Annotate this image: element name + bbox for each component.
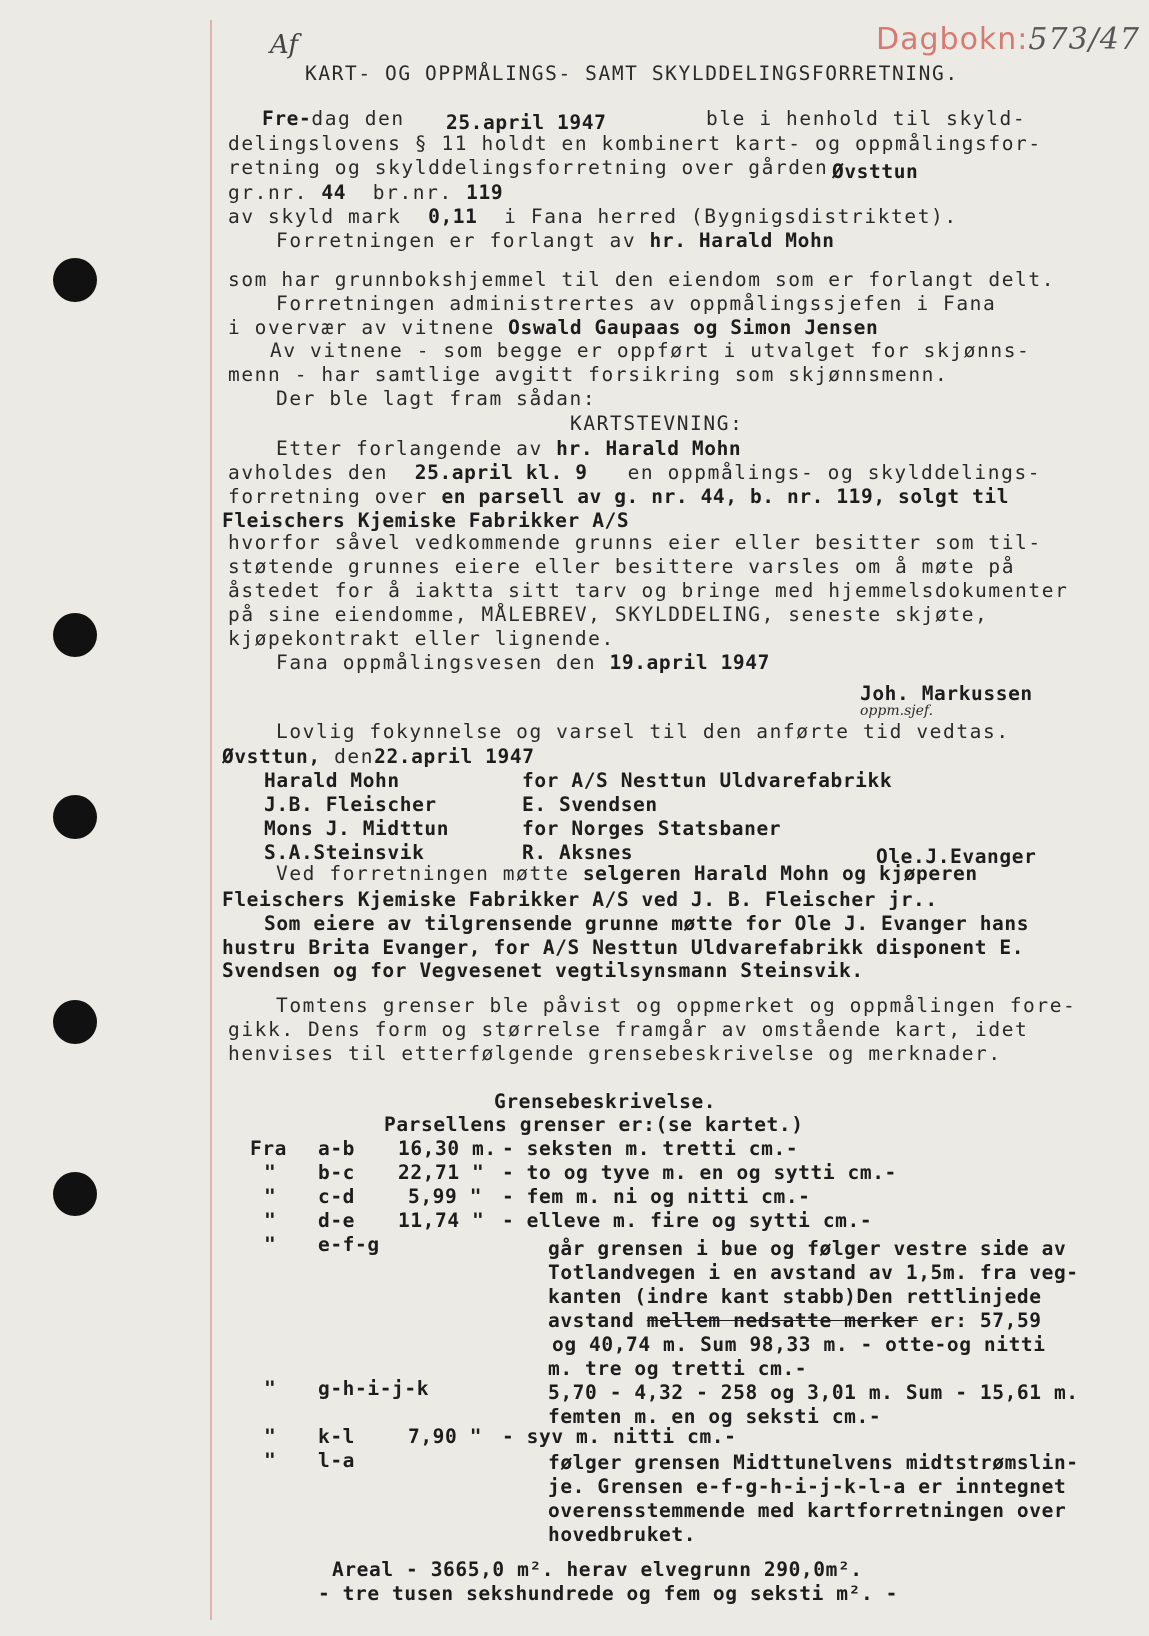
text-line: Svendsen og for Vegvesenet vegtilsynsmann Steinsvik. xyxy=(222,959,864,982)
signature-right: for A/S Nesttun Uldvarefabrikk xyxy=(522,769,893,792)
segment-id: d-e xyxy=(318,1209,356,1232)
segment-length: 22,71 " xyxy=(398,1161,485,1184)
gr-nr-value: 44 xyxy=(321,181,347,204)
requester-name: hr. Harald Mohn xyxy=(649,229,835,252)
signature-extra: Ole.J.Evanger xyxy=(876,845,1037,868)
area-in-words: - tre tusen sekshundrede og fem og seksti m². - xyxy=(318,1582,898,1605)
meeting-date: 25.april 1947 xyxy=(446,111,607,134)
text-line: menn - har samtlige avgitt forsikring som skjønnsmenn. xyxy=(228,363,949,386)
text-line: gikk. Dens form og størrelse framgår av omstående kart, idet xyxy=(228,1018,1029,1041)
text-fragment: en oppmålings- og skylddelings- xyxy=(627,461,1042,484)
punch-hole xyxy=(53,258,97,302)
text-fragment: Forretningen er forlangt av xyxy=(276,229,637,252)
segment-length: 7,90 " xyxy=(408,1425,483,1448)
witness-names: Oswald Gaupaas og Simon Jensen xyxy=(508,316,879,339)
segment-lead: " xyxy=(264,1233,277,1256)
journal-number: 573/47 xyxy=(1028,22,1140,57)
punch-hole xyxy=(53,1172,97,1216)
notice-date: 22.april 1947 xyxy=(374,745,535,768)
summons-date: 19.april 1947 xyxy=(609,651,770,674)
struck-text: mellem nedsatte merker xyxy=(646,1309,919,1332)
stamp-prefix: Dagbokn: xyxy=(876,22,1029,57)
summons-heading: KARTSTEVNING: xyxy=(570,412,744,435)
signature-right: for Norges Statsbaner xyxy=(522,817,782,840)
journal-stamp xyxy=(876,22,1140,57)
text-line xyxy=(276,437,741,461)
text-line xyxy=(228,316,878,340)
text-line: støtende grunnes eiere eller besittere varsles om å møte på xyxy=(228,555,1016,578)
text-fragment: er: 57,59 xyxy=(930,1309,1042,1332)
text-line: Lovlig fokynnelse og varsel til den anførte tid vedtas. xyxy=(276,720,1010,743)
skyld-value: 0,11 xyxy=(428,205,478,228)
segment-id: c-d xyxy=(318,1185,356,1208)
text-line: retning og skylddelingsforretning over gården xyxy=(228,156,829,179)
signature-left: Mons J. Midttun xyxy=(264,817,450,840)
text-line xyxy=(222,745,535,769)
text-fragment: Ved forretningen møtte xyxy=(276,862,570,885)
text-fragment: i Fana herred (Bygnigsdistriktet). xyxy=(504,205,958,228)
text-line xyxy=(228,181,503,205)
text-line: Forretningen administrertes av oppmålingssjefen i Fana xyxy=(276,292,997,315)
segment-text xyxy=(548,1309,1042,1333)
text-line: Av vitnene - som begge er oppført i utvalget for skjønns- xyxy=(270,339,1031,362)
signature-right: R. Aksnes xyxy=(522,841,634,864)
segment-id: k-l xyxy=(318,1425,356,1448)
document-title: KART- OG OPPMÅLINGS- SAMT SKYLDDELINGSFORRETNING. xyxy=(305,62,959,85)
text-fragment: i overvær av vitnene xyxy=(228,316,495,339)
text-line: ble i henhold til skyld- xyxy=(706,107,1027,130)
segment-id: a-b xyxy=(318,1137,356,1160)
text-line xyxy=(262,107,405,131)
segment-text: Totlandvegen i en avstand av 1,5m. fra veg- xyxy=(548,1261,1079,1284)
text-line: åstedet for å iaktta sitt tarv og bringe med hjemmelsdokumenter xyxy=(228,579,1069,602)
buyer-name: Fleischers Kjemiske Fabrikker A/S xyxy=(222,509,630,532)
text-line: Fleischers Kjemiske Fabrikker A/S ved J. B. Fleischer jr.. xyxy=(222,888,938,911)
area-total: Areal - 3665,0 m². herav elvegrunn 290,0m². xyxy=(332,1558,863,1581)
segment-id: e-f-g xyxy=(318,1233,380,1256)
text-line xyxy=(276,229,835,253)
text-line: kjøpekontrakt eller lignende. xyxy=(228,627,615,650)
text-line xyxy=(276,651,770,675)
segment-text: je. Grensen e-f-g-h-i-j-k-l-a er inntegnet xyxy=(548,1475,1067,1498)
text-fragment: av skyld mark xyxy=(228,205,402,228)
segment-length: 16,30 m. xyxy=(398,1137,497,1160)
segment-lead: " xyxy=(264,1425,277,1448)
parcel-description: en parsell av g. nr. 44, b. nr. 119, solgt til xyxy=(441,485,1010,508)
text-line: hvorfor såvel vedkommende grunns eier eller besitter som til- xyxy=(228,531,1042,554)
segment-id: b-c xyxy=(318,1161,356,1184)
segment-text: - syv m. nitti cm.- xyxy=(502,1425,737,1448)
segment-id: g-h-i-j-k xyxy=(318,1377,430,1400)
text-line xyxy=(276,862,978,886)
segment-text: - elleve m. fire og sytti cm.- xyxy=(502,1209,873,1232)
punch-hole xyxy=(53,795,97,839)
text-fragment: forretning over xyxy=(228,485,429,508)
initials: Af xyxy=(270,30,298,60)
weekday-prefix: Fre- xyxy=(262,107,312,130)
punch-hole xyxy=(53,613,97,657)
segment-text: - to og tyve m. en og sytti cm.- xyxy=(502,1161,897,1184)
signer-title: oppm.sjef. xyxy=(860,703,934,719)
place-name: Øvsttun, xyxy=(222,745,321,768)
br-nr-value: 119 xyxy=(466,181,504,204)
text-line: hustru Brita Evanger, for A/S Nesttun Uldvarefabrikk disponent E. xyxy=(222,936,1025,959)
segment-text: - seksten m. tretti cm.- xyxy=(502,1137,799,1160)
punch-hole xyxy=(53,1000,97,1044)
signature-left: Harald Mohn xyxy=(264,769,400,792)
signature-right: E. Svendsen xyxy=(522,793,658,816)
text-line xyxy=(228,461,1041,485)
text-fragment: avholdes den xyxy=(228,461,389,484)
segment-text: følger grensen Midttunelvens midtstrømslin- xyxy=(548,1451,1079,1474)
text-fragment: Fana oppmålingsvesen den xyxy=(276,651,597,674)
margin-line xyxy=(210,20,212,1620)
text-fragment: br.nr. xyxy=(372,181,453,204)
signature-left: J.B. Fleischer xyxy=(264,793,437,816)
segment-length: 11,74 " xyxy=(398,1209,485,1232)
farm-name: Øvsttun xyxy=(832,160,919,183)
text-line: Som eiere av tilgrensende grunne møtte for Ole J. Evanger hans xyxy=(264,912,1030,935)
segment-text: går grensen i bue og følger vestre side av xyxy=(548,1237,1067,1260)
parties-present: selgeren Harald Mohn og kjøperen xyxy=(582,862,978,885)
segment-lead: " xyxy=(264,1449,277,1472)
text-fragment: Etter forlangende av xyxy=(276,437,543,460)
description-heading: Grensebeskrivelse. xyxy=(494,1090,717,1113)
segment-text: kanten (indre kant stabb)Den rettlinjede xyxy=(548,1285,1042,1308)
segment-lead: " xyxy=(264,1185,277,1208)
text-fragment: dag den xyxy=(311,107,405,130)
segment-text: 5,70 - 4,32 - 258 og 3,01 m. Sum - 15,61 m. xyxy=(548,1381,1079,1404)
segment-text: femten m. en og seksti cm.- xyxy=(548,1405,882,1428)
text-line xyxy=(228,485,1009,509)
segment-text: m. tre og tretti cm.- xyxy=(548,1357,808,1380)
requester-name: hr. Harald Mohn xyxy=(556,437,742,460)
segment-text: og 40,74 m. Sum 98,33 m. - otte-og nitti xyxy=(552,1333,1046,1356)
text-line: delingslovens § 11 holdt en kombinert kart- og oppmålingsfor- xyxy=(228,132,1042,155)
segment-lead: " xyxy=(264,1209,277,1232)
segment-lead: " xyxy=(264,1161,277,1184)
signer-name: Joh. Markussen xyxy=(860,682,1033,705)
text-fragment: den xyxy=(334,745,375,768)
text-line: som har grunnbokshjemmel til den eiendom som er forlangt delt. xyxy=(228,268,1056,291)
text-line xyxy=(228,205,958,229)
signature-left: S.A.Steinsvik xyxy=(264,841,425,864)
segment-text: hovedbruket. xyxy=(548,1523,697,1546)
description-subheading: Parsellens grenser er:(se kartet.) xyxy=(384,1113,804,1136)
segment-text: overensstemmende med kartforretningen over xyxy=(548,1499,1067,1522)
segment-lead: " xyxy=(264,1377,277,1400)
text-line: Tomtens grenser ble påvist og oppmerket og oppmålingen fore- xyxy=(276,994,1077,1017)
segment-length: 5,99 " xyxy=(408,1185,483,1208)
text-fragment: avstand xyxy=(548,1309,635,1332)
segment-lead: Fra xyxy=(250,1137,288,1160)
segment-text: - fem m. ni og nitti cm.- xyxy=(502,1185,811,1208)
text-fragment: gr.nr. xyxy=(228,181,309,204)
text-line: Der ble lagt fram sådan: xyxy=(276,387,597,410)
segment-id: l-a xyxy=(318,1449,356,1472)
text-line: henvises til etterfølgende grensebeskrivelse og merknader. xyxy=(228,1042,1002,1065)
meeting-time: 25.april kl. 9 xyxy=(414,461,588,484)
text-line: på sine eiendomme, MÅLEBREV, SKYLDDELING, seneste skjøte, xyxy=(228,603,989,626)
